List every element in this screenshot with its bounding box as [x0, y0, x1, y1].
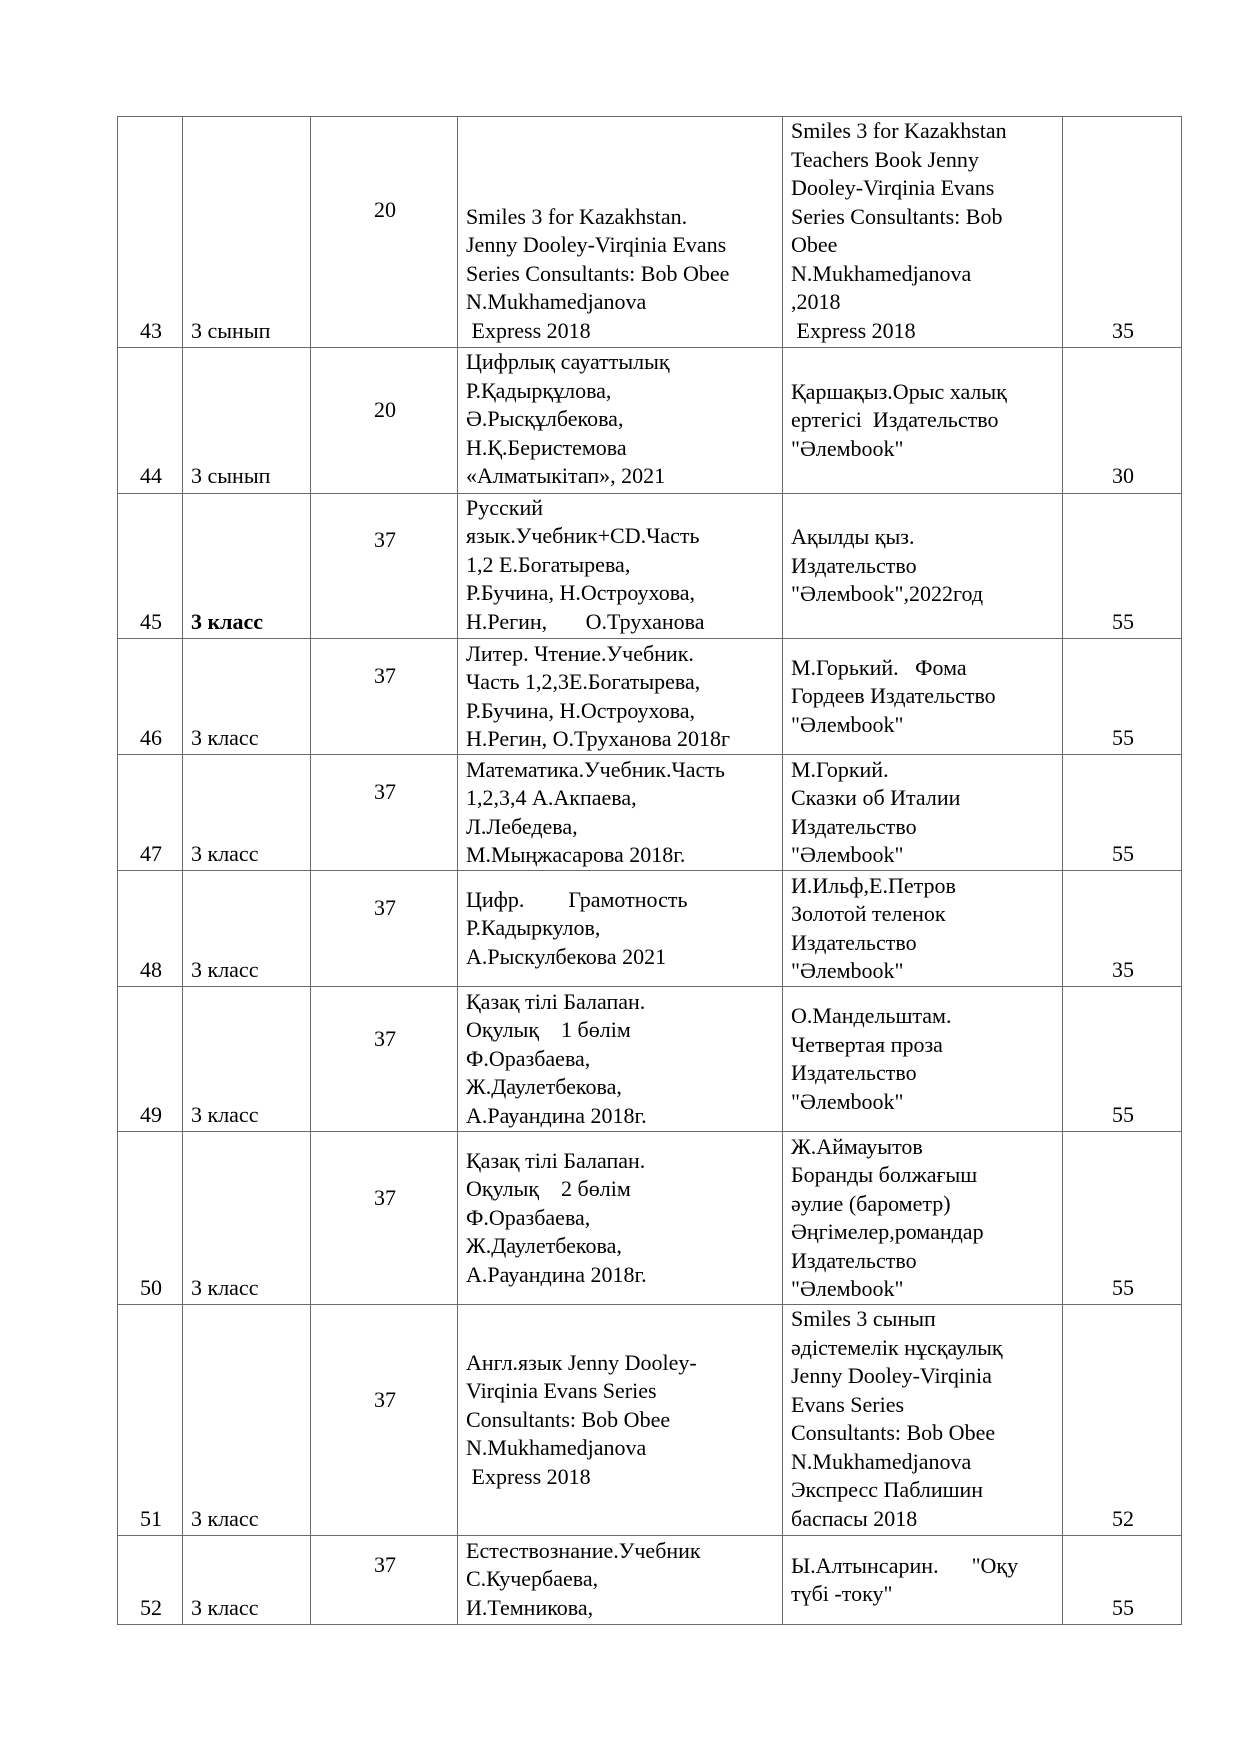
count-cell [311, 1305, 458, 1536]
textbook-line: Цифр. Грамотность [466, 886, 688, 912]
textbook-line: Н.Регин, О.Труханова [466, 608, 705, 634]
table-row [118, 1305, 1182, 1536]
count-cell [311, 1536, 458, 1625]
textbook-line: Оқулық 1 бөлім [466, 1017, 631, 1043]
book-line: "Әлемbook" [791, 1088, 904, 1114]
textbook-line: язык.Учебник+CD.Часть [466, 523, 700, 548]
textbook-line: М.Мыңжасарова 2018г. [466, 842, 686, 867]
book-line: Ақылды қыз. [791, 524, 915, 549]
book-cell [783, 987, 1063, 1132]
book-line: "Әлемbook" [791, 958, 904, 983]
book-line: N.Mukhamedjanova [791, 260, 972, 286]
count-value: 37 [374, 526, 396, 552]
book-line: ертегісі Издательство [791, 407, 999, 432]
table-body [118, 117, 1182, 1625]
table-row [118, 871, 1182, 987]
grade-cell: 3 класс [183, 1132, 311, 1305]
count-value: 37 [374, 1184, 396, 1210]
textbook-line: Smiles 3 for Kazakhstan. [466, 203, 688, 229]
pages-cell: 55 [1063, 987, 1182, 1132]
book-cell [783, 871, 1063, 987]
pages-cell: 30 [1063, 348, 1182, 494]
grade-cell: 3 сынып [183, 348, 311, 494]
book-line: Jenny Dooley-Virqinia [791, 1363, 992, 1388]
textbook-line: Англ.язык Jenny Dooley- [466, 1349, 697, 1375]
book-line: Evans Series [791, 1391, 905, 1417]
grade-cell: 3 класс [183, 1536, 311, 1625]
count-cell [311, 493, 458, 639]
book-line: Издательство [791, 1247, 917, 1273]
textbook-line: Л.Лебедева, [466, 813, 578, 839]
row-number-cell: 52 [118, 1536, 183, 1625]
textbook-line: Русский [466, 494, 543, 520]
book-cell [783, 1536, 1063, 1625]
book-line: Сказки об Италии [791, 785, 961, 810]
book-line: N.Mukhamedjanova [791, 1448, 972, 1474]
textbook-line: Р.Қадырқұлова, [466, 377, 612, 403]
book-line: Издательство [791, 552, 917, 578]
book-line: И.Ильф,Е.Петров [791, 872, 956, 898]
book-line: Экспресс Паблишин [791, 1477, 984, 1502]
book-line: Гордеев Издательство [791, 683, 996, 709]
book-cell [783, 1132, 1063, 1305]
book-line: Боранды болжағыш [791, 1162, 978, 1187]
textbook-line: С.Кучербаева, [466, 1566, 599, 1591]
book-table [117, 116, 1182, 1625]
table-row [118, 1536, 1182, 1625]
book-line: Четвертая проза [791, 1031, 943, 1057]
textbook-line: Р.Бучина, Н.Остроухова, [466, 580, 696, 605]
book-line: "Әлемbook",2022год [791, 581, 984, 606]
book-line: Series Consultants: Bob [791, 203, 1003, 229]
book-line: әдістемелік нұсқаулық [791, 1334, 1003, 1360]
textbook-cell [458, 871, 783, 987]
textbook-line: N.Mukhamedjanova [466, 289, 647, 314]
table-row [118, 639, 1182, 755]
book-line: "Әлемbook" [791, 842, 904, 867]
textbook-line: Математика.Учебник.Часть [466, 756, 725, 782]
textbook-line: Часть 1,2,3Е.Богатырева, [466, 669, 701, 694]
book-line: Қаршақыз.Орыс халық [791, 378, 1007, 404]
book-line: Издательство [791, 929, 917, 955]
row-number-cell: 49 [118, 987, 183, 1132]
grade-cell: 3 класс [183, 493, 311, 639]
textbook-line: Ж.Даулетбекова, [466, 1074, 622, 1100]
table-row [118, 493, 1182, 639]
book-line: Ы.Алтынсарин. "Оқу [791, 1552, 1019, 1578]
textbook-line: N.Mukhamedjanova [466, 1435, 647, 1461]
book-line: М.Горький. Фома [791, 654, 967, 680]
textbook-line: Ф.Оразбаева, [466, 1204, 591, 1230]
textbook-cell [458, 1132, 783, 1305]
textbook-line: Jenny Dooley-Virqinia Evans [466, 232, 727, 257]
book-line: әулие (барометр) [791, 1190, 951, 1216]
grade-cell: 3 класс [183, 755, 311, 871]
row-number-cell: 43 [118, 117, 183, 348]
book-line: баспасы 2018 [791, 1505, 918, 1531]
book-line: ,2018 [791, 289, 841, 314]
count-cell [311, 1132, 458, 1305]
book-cell [783, 117, 1063, 348]
grade-cell: 3 класс [183, 871, 311, 987]
textbook-line: Р.Бучина, Н.Остроухова, [466, 697, 696, 723]
count-cell [311, 755, 458, 871]
book-cell [783, 1305, 1063, 1536]
book-line: Smiles 3 сынып [791, 1306, 936, 1331]
textbook-line: Қазақ тілі Балапан. [466, 988, 646, 1014]
book-cell [783, 755, 1063, 871]
book-line: Obee [791, 232, 838, 257]
textbook-line: Express 2018 [466, 317, 591, 343]
textbook-line: Express 2018 [466, 1463, 591, 1489]
textbook-line: Н.Қ.Беристемова [466, 434, 627, 460]
row-number-cell: 44 [118, 348, 183, 494]
textbook-cell [458, 987, 783, 1132]
book-line: О.Мандельштам. [791, 1003, 952, 1028]
pages-cell: 35 [1063, 117, 1182, 348]
textbook-line: Series Consultants: Bob Obee [466, 260, 730, 286]
grade-cell: 3 класс [183, 639, 311, 755]
grade-cell: 3 класс [183, 987, 311, 1132]
pages-cell: 35 [1063, 871, 1182, 987]
table-row [118, 117, 1182, 348]
count-cell [311, 639, 458, 755]
book-line: Dooley-Virqinia Evans [791, 175, 995, 200]
textbook-line: А.Рауандина 2018г. [466, 1261, 647, 1287]
pages-cell: 55 [1063, 1536, 1182, 1625]
table-row [118, 1132, 1182, 1305]
textbook-line: Consultants: Bob Obee [466, 1406, 671, 1432]
count-value: 20 [374, 397, 396, 422]
textbook-line: Virqinia Evans Series [466, 1378, 657, 1404]
textbook-line: А.Рыскулбекова 2021 [466, 943, 667, 969]
book-line: "Әлемbook" [791, 435, 904, 461]
count-value: 37 [374, 1025, 396, 1051]
book-line: Teachers Book Jenny [791, 146, 979, 172]
count-value: 20 [374, 196, 396, 222]
book-line: Издательство [791, 813, 917, 839]
book-line: М.Горкий. [791, 756, 889, 782]
pages-cell: 55 [1063, 493, 1182, 639]
textbook-cell [458, 1305, 783, 1536]
count-cell [311, 871, 458, 987]
pages-cell: 52 [1063, 1305, 1182, 1536]
textbook-line: Р.Кадыркулов, [466, 915, 601, 941]
row-number-cell: 45 [118, 493, 183, 639]
pages-cell: 55 [1063, 1132, 1182, 1305]
textbook-cell [458, 639, 783, 755]
row-number-cell: 50 [118, 1132, 183, 1305]
count-value: 37 [374, 1386, 396, 1412]
textbook-cell [458, 1536, 783, 1625]
textbook-line: Ф.Оразбаева, [466, 1045, 591, 1071]
table-row [118, 755, 1182, 871]
book-line: Әңгімелер,романдар [791, 1219, 984, 1244]
count-value: 37 [374, 1551, 396, 1577]
count-value: 37 [374, 895, 396, 921]
textbook-cell [458, 755, 783, 871]
table-row [118, 987, 1182, 1132]
textbook-line: Литер. Чтение.Учебник. [466, 640, 694, 666]
textbook-line: 1,2 Е.Богатырева, [466, 551, 631, 577]
textbook-cell [458, 348, 783, 494]
textbook-line: И.Темникова, [466, 1594, 594, 1620]
book-cell [783, 639, 1063, 755]
book-line: Express 2018 [791, 317, 916, 343]
count-cell [311, 987, 458, 1132]
book-cell [783, 348, 1063, 494]
textbook-line: Цифрлық сауаттылық [466, 349, 670, 374]
pages-cell: 55 [1063, 755, 1182, 871]
textbook-cell [458, 493, 783, 639]
row-number-cell: 48 [118, 871, 183, 987]
book-line: "Әлемbook" [791, 711, 904, 737]
textbook-line: А.Рауандина 2018г. [466, 1102, 647, 1128]
textbook-line: Оқулық 2 бөлім [466, 1176, 631, 1202]
row-number-cell: 51 [118, 1305, 183, 1536]
textbook-line: Н.Регин, О.Труханова 2018г [466, 726, 730, 751]
book-line: "Әлемbook" [791, 1276, 904, 1301]
textbook-cell [458, 117, 783, 348]
count-cell [311, 348, 458, 494]
textbook-line: Ә.Рысқұлбекова, [466, 406, 624, 431]
table-row [118, 348, 1182, 494]
book-line: түбі -току" [791, 1581, 893, 1606]
grade-cell: 3 класс [183, 1305, 311, 1536]
book-line: Ж.Аймауытов [791, 1133, 923, 1159]
book-cell [783, 493, 1063, 639]
textbook-line: 1,2,3,4 А.Акпаева, [466, 785, 637, 810]
count-value: 37 [374, 663, 396, 689]
count-value: 37 [374, 779, 396, 805]
textbook-line: «Алматыкітап», 2021 [466, 463, 666, 488]
grade-cell: 3 сынып [183, 117, 311, 348]
row-number-cell: 47 [118, 755, 183, 871]
textbook-line: Естествознание.Учебник [466, 1537, 701, 1563]
textbook-line: Ж.Даулетбекова, [466, 1233, 622, 1259]
textbook-line: Қазақ тілі Балапан. [466, 1147, 646, 1173]
book-line: Золотой теленок [791, 901, 946, 926]
pages-cell: 55 [1063, 639, 1182, 755]
book-line: Consultants: Bob Obee [791, 1420, 996, 1445]
row-number-cell: 46 [118, 639, 183, 755]
book-line: Smiles 3 for Kazakhstan [791, 118, 1007, 143]
book-line: Издательство [791, 1060, 917, 1085]
count-cell [311, 117, 458, 348]
